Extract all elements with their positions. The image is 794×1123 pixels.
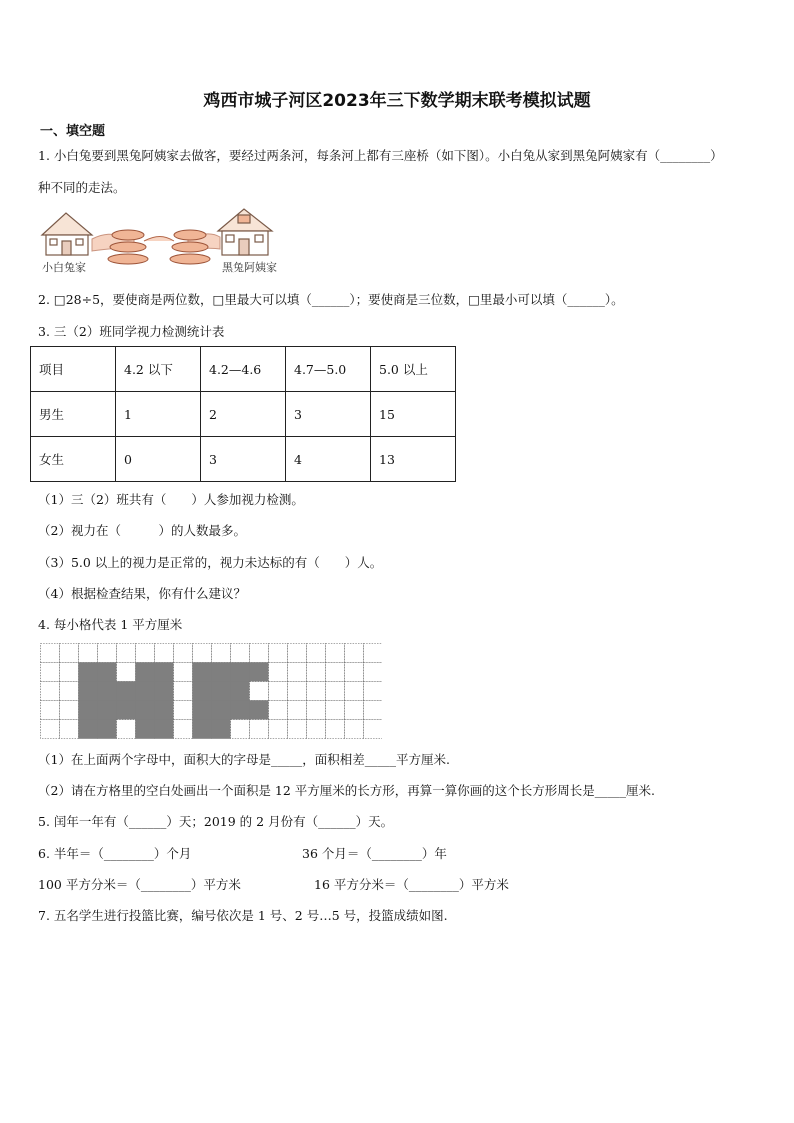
- grid-cell-filled: [136, 720, 155, 739]
- question-4-title: 4. 每小格代表 1 平方厘米: [38, 617, 183, 632]
- grid-cell-filled: [155, 701, 174, 720]
- grid-cell: [269, 720, 288, 739]
- table-cell: 男生: [31, 392, 116, 437]
- question-3-sub-3: （3）5.0 以上的视力是正常的，视力未达标的有（ ）人。: [38, 555, 383, 570]
- grid-cell: [269, 663, 288, 682]
- grid-cell-filled: [136, 701, 155, 720]
- grid-cell: [326, 701, 345, 720]
- grid-cell: [41, 663, 60, 682]
- grid-cell-filled: [231, 701, 250, 720]
- grid-cell-filled: [136, 663, 155, 682]
- table-cell: 15: [371, 392, 456, 437]
- grid-cell: [174, 682, 193, 701]
- bridges-illustration: [38, 205, 284, 277]
- grid-cell-filled: [79, 682, 98, 701]
- grid-cell: [250, 720, 269, 739]
- aunt-house-icon: [218, 209, 272, 255]
- grid-cell: [345, 682, 364, 701]
- grid-cell: [174, 720, 193, 739]
- grid-cell: [269, 644, 288, 663]
- grid-cell-filled: [193, 720, 212, 739]
- grid-cell-filled: [231, 663, 250, 682]
- question-3-title: 3. 三（2）班同学视力检测统计表: [38, 324, 225, 339]
- grid-cell: [269, 682, 288, 701]
- house-left-label: 小白兔家: [42, 261, 86, 274]
- page-title: 鸡西市城子河区2023年三下数学期末联考模拟试题: [203, 91, 591, 111]
- grid-cell: [326, 682, 345, 701]
- question-4-sub-1: （1）在上面两个字母中，面积大的字母是_____，面积相差_____平方厘米.: [38, 752, 450, 767]
- table-cell: 4: [286, 437, 371, 482]
- vision-stats-table: [30, 346, 456, 482]
- grid-cell: [307, 644, 326, 663]
- grid-cell-filled: [79, 701, 98, 720]
- grid-cell-filled: [117, 701, 136, 720]
- grid-cell: [174, 663, 193, 682]
- grid-cell-filled: [79, 720, 98, 739]
- grid-cell: [326, 644, 345, 663]
- grid-cell: [345, 663, 364, 682]
- grid-cell: [307, 720, 326, 739]
- grid-cell: [288, 663, 307, 682]
- house-right-label: 黑兔阿姨家: [222, 261, 277, 274]
- question-6-a: 6. 半年＝（________）个月: [38, 846, 192, 861]
- table-cell: 3: [286, 392, 371, 437]
- grid-cell: [117, 644, 136, 663]
- grid-cell-filled: [212, 663, 231, 682]
- grid-cell-filled: [155, 663, 174, 682]
- grid-cell: [345, 701, 364, 720]
- table-header-cell: 项目: [31, 347, 116, 392]
- table-header-cell: 4.2 以下: [116, 347, 201, 392]
- grid-cell: [288, 644, 307, 663]
- grid-cell: [60, 701, 79, 720]
- question-3-sub-4: （4）根据检查结果，你有什么建议？: [38, 586, 246, 601]
- table-cell: 女生: [31, 437, 116, 482]
- grid-cell: [231, 644, 250, 663]
- grid-cell-filled: [193, 682, 212, 701]
- grid-cell: [60, 644, 79, 663]
- grid-cell: [136, 644, 155, 663]
- grid-cell: [364, 682, 383, 701]
- grid-cell-filled: [212, 720, 231, 739]
- grid-cell: [364, 663, 383, 682]
- grid-cell: [345, 644, 364, 663]
- question-1-line-1: 1. 小白兔要到黑兔阿姨家去做客，要经过两条河，每条河上都有三座桥（如下图）。小白兔从家到黑兔阿姨家有（________）: [38, 148, 723, 163]
- grid-cell-filled: [98, 720, 117, 739]
- table-cell: 2: [201, 392, 286, 437]
- letter-grid: [40, 643, 382, 739]
- grid-cell-filled: [136, 682, 155, 701]
- grid-cell: [212, 644, 231, 663]
- table-header-cell: 4.7—5.0: [286, 347, 371, 392]
- grid-cell-filled: [98, 682, 117, 701]
- grid-cell: [250, 644, 269, 663]
- grid-cell: [307, 701, 326, 720]
- bridge-group-2-icon: [170, 230, 210, 264]
- table-cell: 13: [371, 437, 456, 482]
- grid-cell: [364, 720, 383, 739]
- question-7: 7. 五名学生进行投篮比赛，编号依次是 1 号、2 号…5 号，投篮成绩如图.: [38, 908, 448, 923]
- question-3-sub-1: （1）三（2）班共有（ ）人参加视力检测。: [38, 492, 304, 507]
- grid-cell-filled: [250, 701, 269, 720]
- grid-cell: [231, 720, 250, 739]
- grid-cell: [155, 644, 174, 663]
- section-heading: 一、填空题: [40, 124, 106, 139]
- question-5: 5. 闰年一年有（______）天；2019 的 2 月份有（______）天。: [38, 814, 394, 829]
- grid-cell: [60, 663, 79, 682]
- grid-cell-filled: [212, 682, 231, 701]
- grid-cell: [41, 701, 60, 720]
- grid-cell: [250, 682, 269, 701]
- question-6-d: 16 平方分米＝（________）平方米: [314, 877, 509, 892]
- grid-cell: [79, 644, 98, 663]
- grid-cell: [364, 701, 383, 720]
- grid-cell: [117, 720, 136, 739]
- table-row: [31, 437, 456, 482]
- grid-cell: [326, 663, 345, 682]
- grid-cell-filled: [79, 663, 98, 682]
- grid-cell-filled: [212, 701, 231, 720]
- question-6-b: 36 个月＝（________）年: [302, 846, 447, 861]
- grid-cell: [41, 720, 60, 739]
- grid-cell: [193, 644, 212, 663]
- question-2: 2. □28÷5，要使商是两位数，□里最大可以填（______）；要使商是三位数，□里最小可以填（______）。: [38, 292, 624, 307]
- grid-cell: [60, 682, 79, 701]
- table-header-row: [31, 347, 456, 392]
- table-cell: 3: [201, 437, 286, 482]
- table-header-cell: 4.2—4.6: [201, 347, 286, 392]
- grid-cell: [174, 644, 193, 663]
- grid-cell-filled: [155, 720, 174, 739]
- grid-cell-filled: [231, 682, 250, 701]
- rabbit-house-icon: [42, 213, 92, 255]
- grid-cell-filled: [193, 701, 212, 720]
- table-row: [31, 392, 456, 437]
- question-1-line-2: 种不同的走法。: [38, 180, 126, 195]
- grid-cell-filled: [117, 682, 136, 701]
- grid-cell-filled: [98, 701, 117, 720]
- grid-cell: [307, 663, 326, 682]
- grid-cell: [41, 682, 60, 701]
- grid-cell-filled: [98, 663, 117, 682]
- grid-cell: [174, 701, 193, 720]
- grid-cell: [117, 663, 136, 682]
- grid-cell-filled: [155, 682, 174, 701]
- table-cell: 1: [116, 392, 201, 437]
- grid-cell: [269, 701, 288, 720]
- grid-cell-filled: [193, 663, 212, 682]
- bridge-group-1-icon: [108, 230, 148, 264]
- question-3-sub-2: （2）视力在（ ）的人数最多。: [38, 523, 246, 538]
- grid-cell: [98, 644, 117, 663]
- grid-cell: [41, 644, 60, 663]
- grid-cell-filled: [250, 663, 269, 682]
- grid-cell: [60, 720, 79, 739]
- grid-cell: [307, 682, 326, 701]
- grid-cell: [288, 701, 307, 720]
- table-header-cell: 5.0 以上: [371, 347, 456, 392]
- question-6-c: 100 平方分米＝（________）平方米: [38, 877, 241, 892]
- grid-cell: [288, 720, 307, 739]
- grid-cell: [345, 720, 364, 739]
- table-cell: 0: [116, 437, 201, 482]
- grid-cell: [288, 682, 307, 701]
- question-4-sub-2: （2）请在方格里的空白处画出一个面积是 12 平方厘米的长方形，再算一算你画的这个长方形周长是_____厘米.: [38, 783, 656, 798]
- grid-cell: [326, 720, 345, 739]
- grid-cell: [364, 644, 383, 663]
